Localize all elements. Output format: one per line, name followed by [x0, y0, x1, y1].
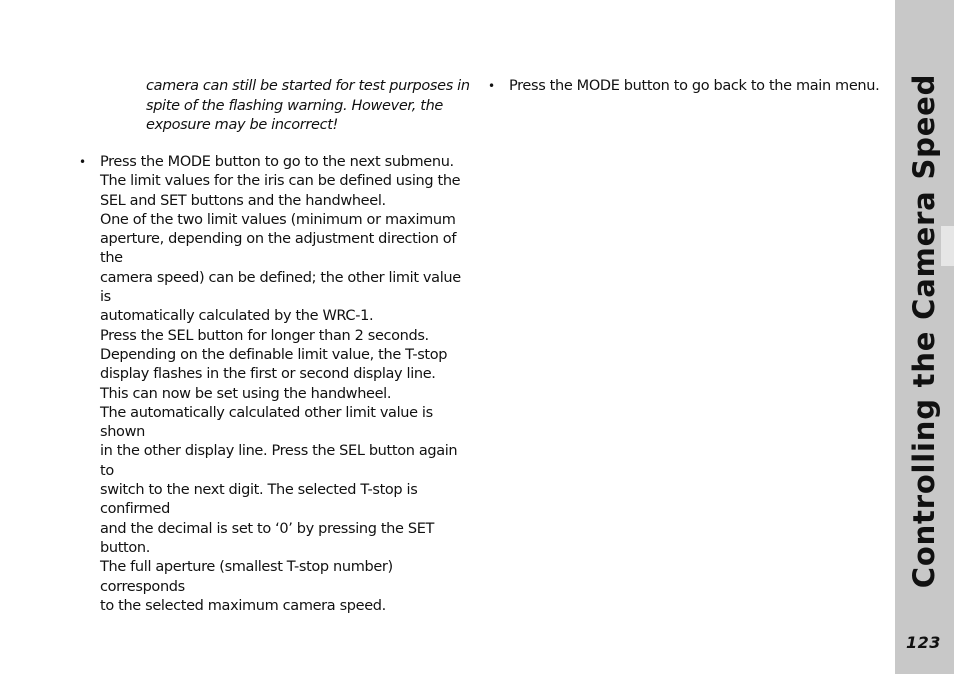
note-line: camera can still be started for test purposes in	[146, 78, 470, 94]
bullet-marker: •	[79, 155, 86, 169]
bullet-line: display flashes in the first or second display line.	[100, 366, 436, 383]
bullet-line: Press the SEL button for longer than 2 seconds.	[100, 327, 429, 344]
note-line: spite of the flashing warning. However, the	[146, 97, 443, 114]
note-line: exposure may be incorrect!	[146, 117, 339, 133]
bullet-line: camera speed) can be defined; the other limit value is	[100, 269, 461, 306]
bullet-line: Press the MODE button to go to the next submenu.	[100, 154, 454, 170]
bullet-line: Press the MODE button to go back to the main menu.	[509, 78, 880, 94]
bullet-line: automatically calculated by the WRC-1.	[100, 308, 374, 325]
section-title: Controlling the Camera Speed	[907, 73, 941, 589]
bullet-line: The full aperture (smallest T-stop number) corresponds	[100, 559, 393, 595]
bullet-line: SEL and SET buttons and the handwheel.	[100, 192, 386, 209]
bullet-line: The automatically calculated other limit value is shown	[100, 404, 433, 441]
bullet-line: aperture, depending on the adjustment direction of the	[100, 231, 457, 267]
italic-note	[146, 77, 476, 136]
bullet-item-iris-limits	[79, 153, 474, 616]
bullet-marker: •	[488, 79, 495, 93]
bullet-line: The limit values for the iris can be defined using the	[100, 173, 461, 190]
bullet-item-main-menu	[488, 77, 889, 96]
chapter-tab-marker	[941, 226, 954, 266]
bullet-line: This can now be set using the handwheel.	[100, 385, 392, 402]
bullet-line: switch to the next digit. The selected T-stop is confirmed	[100, 482, 418, 518]
bullet-line: to the selected maximum camera speed.	[100, 597, 386, 614]
bullet-line: Depending on the definable limit value, the T-stop	[100, 346, 448, 363]
page-number: 123	[906, 633, 941, 652]
bullet-line: and the decimal is set to ‘0’ by pressing the SET button.	[100, 520, 435, 556]
bullet-line: One of the two limit values (minimum or maximum	[100, 211, 456, 228]
bullet-line: in the other display line. Press the SEL button again to	[100, 443, 458, 479]
